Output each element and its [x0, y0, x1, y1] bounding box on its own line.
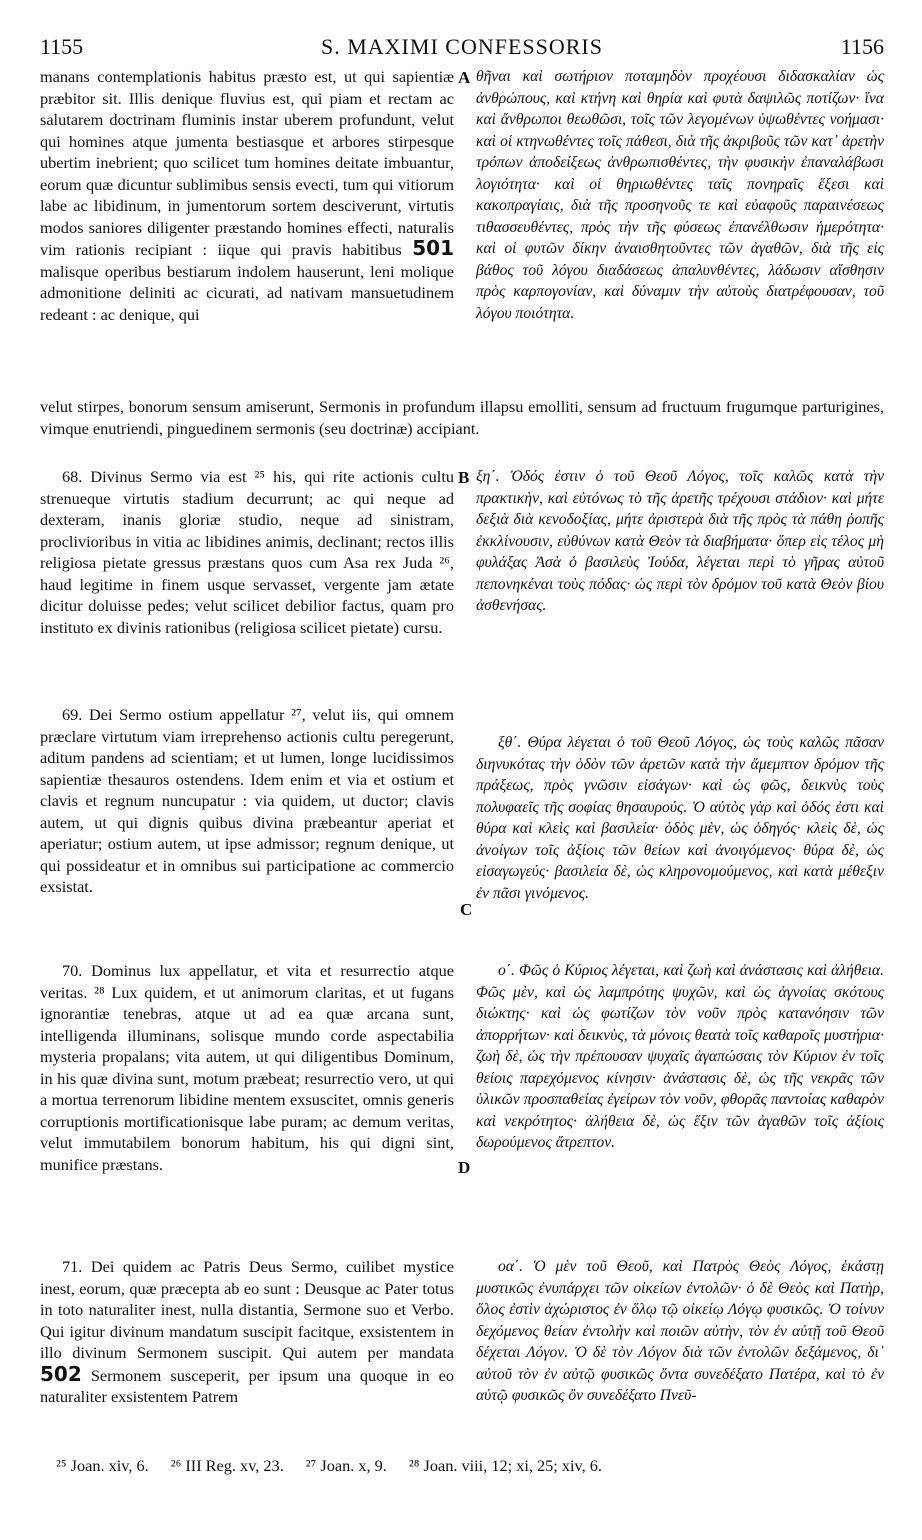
- margin-letter-b: B: [458, 468, 470, 487]
- greek-section-68: [476, 466, 884, 617]
- latin-text-69: 69. Dei Sermo ostium appellatur ²⁷, velut iis, qui omnem præclare virtutum viam irreprehenso actionis cultu peregerunt, aditum pandens ad scientiam; et ut lumen, longe lucidissimos sapientiæ thesauros ostendens. Idem enim et via et ostium et clavis et regnum nuncupatur : via quidem, ut ductor; clavis autem, ut qui dignis quibus divina præbeantur aperiat et aperiatur; ostium autem, ut ipse admissor; regnum denique, ut qui possideatur et in omnibus sui participatione ac commercio exsistat.: [40, 705, 454, 896]
- latin-text-71-cont: Sermonem susceperit, per ipsum una quoque in eo naturaliter exsistentem Patrem: [40, 1365, 454, 1406]
- latin-text-top-cont: malisque operibus bestiarum indolem hauserunt, leni molique admonitione deliniti ac cicurati, ad nativam mansuetudinem redeant : ac denique, qui: [40, 261, 454, 324]
- greek-text-top: θῆναι καὶ σωτήριον ποταμηδὸν προχέουσι διδασκαλίαν ὡς ἀνθρώπους, καὶ κτήνη καὶ θηρία καὶ φυτὰ δαψιλῶς ποτίζων· ἵνα καὶ ἄνθρωποι θεωθῶσι, τοῖς τῶν λεγομένων ὑψωθέντες νοήμασι· καὶ οἱ κτηνωθέντες τοῖς πάθεσι, διὰ τῆς ἀκριβοῦς τῶν κατ᾽ ἀρετὴν τρόπων ἀποδείξεως ἀνθρωπισθέντες, τὴν φυσικὴν ἐπαναλάβωσι λογιότητα· καὶ οἱ θηριωθέντες ταῖς πονηραῖς ἕξεσι καὶ κακοπραγίαις, διὰ τῆς προσηνοῦς τε καὶ εὐαφοῦς παραινέσεως τιθασσευθέντες, πρὸς τὴν τῆς φύσεως ἐπανέλθωσιν ἡμερότητα· καὶ οἱ φυτῶν δίκην ἀναισθητοῦντες τῶν ἀγαθῶν, διὰ τῆς εἰς βάθος τοῦ λόγου διαδάσεως ἀπαλυνθέντες, λάδωσιν αἴσθησιν πρὸς καρπογονίαν, καὶ δύναμιν τὴν αὐτοὺς διατρέφουσαν, τοῦ λόγου ποιότητα.: [476, 68, 884, 322]
- latin-text-70: 70. Dominus lux appellatur, et vita et resurrectio atque veritas. ²⁸ Lux quidem, et ut animorum claritas, et ut fugans ignorantiæ tenebras, atque ut ad ea quæ arcana sunt, intelligenda illuminans, solisque mundo corde aspectabilia mysteria propalans; vita autem, ut qui diligentibus Dominum, in his quæ divina sunt, motum præbeat; resurrectio vero, ut qui a mortua terrenorum libidine mentem exsuscitet, omnis generis corruptionis mortificationisque labe puram; ac demum veritas, velut immutabilem bonorum habitum, his qui digni sint, munifice præstans.: [40, 961, 454, 1174]
- page-number-right: 1156: [840, 34, 884, 59]
- column-number-501: 501: [412, 236, 454, 260]
- footnotes: [56, 1456, 862, 1476]
- greek-section-70: [476, 960, 884, 1154]
- greek-column-top: [476, 66, 884, 324]
- latin-text-71: 71. Dei quidem ac Patris Deus Sermo, cuilibet mystice inest, eorum, quæ præcepta ab eo sunt : Deusque ac Pater totus in toto naturaliter inest, nulla distantia, Sermone suo et Verbo. Qui igitur divinum mandatum suscipit facitque, exsistentem in illo divinum Sermonem suscipit. Qui autem per mandata: [40, 1257, 454, 1362]
- full-width-paragraph: [40, 396, 884, 439]
- greek-text-68: ξη΄. Ὁδός ἐστιν ὁ τοῦ Θεοῦ Λόγος, τοῖς καλῶς κατὰ τὴν πρακτικὴν, καὶ εὐτόνως τὸ τῆς ἀρετῆς τρέχουσι στάδιον· καὶ μήτε δεξιὰ διὰ κενοδοξίας, μήτε ἀριστερὰ διὰ τῆς πρὸς τὰ πάθη ῥοπῆς ἐκκλίνουσιν, εὐθύνων κατὰ Θεὸν τὰ διαβήματα· ὅπερ εἰς τέλος μὴ φυλάξας Ἀσὰ ὁ βασιλεὺς Ἰούδα, λέγεται περὶ τὸ γῆρας αὐτοῦ πεπονηκέναι τοὺς πόδας· ὡς περὶ τὸν δρόμον τοῦ κατὰ Θεὸν βίου ἀσθενήσας.: [476, 468, 884, 614]
- latin-section-68: [40, 466, 454, 638]
- footnote-28: ²⁸ Joan. viii, 12; xi, 25; xiv, 6.: [408, 1456, 602, 1475]
- latin-column-top: [40, 66, 454, 325]
- margin-letter-d: D: [458, 1158, 471, 1177]
- latin-section-71: [40, 1256, 454, 1408]
- latin-section-69: [40, 704, 454, 898]
- latin-text-68: 68. Divinus Sermo via est ²⁵ his, qui rite actionis cultu strenueque virtutis stadium decurrunt; ac qui neque ad dexteram, inanis gloriæ studio, neque ad sinistram, proclivioribus in vitia ac libidines animis, declinant; rectos illis religiosa pietate gressus præstans quos cum Asa rex Juda ²⁶, haud legitime in finem usque servasset, vergente jam ætate dicitur doluisse pedes; velut scilicet debilior factus, quam pro instituto ex divinis rationibus (religiosa scilicet pietate) cursu.: [40, 467, 454, 637]
- greek-section-71: [476, 1256, 884, 1407]
- greek-text-70: ο΄. Φῶς ὁ Κύριος λέγεται, καὶ ζωὴ καὶ ἀνάστασις καὶ ἀλήθεια. Φῶς μὲν, καὶ ὡς λαμπρότης ψυχῶν, καὶ ὡς ἀγνοίας σκότους διώκτης· καὶ ὡς φωτίζων τὸν νοῦν πρὸς κατανόησιν τῶν ἀπορρήτων· καὶ δεικνὺς, τὰ μόνοις θεατὰ τοῖς καθαροῖς μυστήρια· ζωὴ δὲ, ὡς τὴν πρέπουσαν ψυχαῖς ἀγαπώσαις τὸν Κύριον ἐν τοῖς θείοις παρεχόμενος κίνησιν· ἀνάστασις δὲ, ὡς τῆς νεκρᾶς τῶν ὑλικῶν προσπαθείας ἐγείρων τὸν νοῦν, φθορᾶς παντοίας καθαρὸν καὶ νεκρότητος· ἀλήθεια δὲ, ὡς ἕξιν τῶν ἀγαθῶν τοῖς ἀξίοις δωρούμενος ἄτρεπτον.: [476, 962, 884, 1151]
- footnote-25: ²⁵ Joan. xiv, 6.: [56, 1456, 149, 1475]
- footnote-26: ²⁶ III Reg. xv, 23.: [170, 1456, 284, 1475]
- greek-text-71: οα΄. Ὁ μὲν τοῦ Θεοῦ, καὶ Πατρὸς Θεὸς Λόγος, ἑκάστῃ μυστικῶς ἐνυπάρχει τῶν οἰκείων ἐντολῶν· ὁ δὲ Θεὸς καὶ Πατὴρ, ὅλος ἐστὶν ἀχώριστος ἐν ὅλῳ τῷ οἰκείῳ Λόγῳ φυσικῶς. Ὁ τοίνυν δεχόμενος θείαν ἐντολὴν καὶ ποιῶν αὐτὴν, τὸν ἐν αὐτῇ τοῦ Θεοῦ δέχεται Λόγον. Ὁ δὲ τὸν Λόγον διὰ τῶν ἐντολῶν δεξάμενος, δι᾽ αὐτοῦ τὸν ἐν αὐτῷ φυσικῶς ὄντα συνεδέξατο Πατέρα, καὶ τὸ ἐν αὐτῷ φυσικῶς ὂν συνεδέξατο Πνεῦ-: [476, 1258, 884, 1404]
- greek-text-69: ξθ΄. Θύρα λέγεται ὁ τοῦ Θεοῦ Λόγος, ὡς τοὺς καλῶς πᾶσαν διηνυκότας τὴν ὁδὸν τῶν ἀρετῶν κατὰ τὴν ἄμεμπτον δρόμον τῆς πράξεως, πρὸς γνῶσιν εἰσάγων· καὶ ὡς φῶς, δεικνὺς τοὺς πολυφαεῖς τῆς σοφίας θησαυρούς. Ὁ αὐτὸς γὰρ καὶ ὁδός ἐστι καὶ θύρα καὶ κλεὶς καὶ βασιλεία· ὁδὸς μὲν, ὡς ὁδηγός· κλεὶς δὲ, ὡς ἀνοίγων τοῖς ἀξίοις τῶν θείων καὶ ἀνοιγόμενος· θύρα δὲ, ὡς εἰσαγωγεύς· βασιλεία δὲ, ὡς κληρονομούμενος, καὶ κατὰ μέθεξιν ἐν πᾶσι γινόμενος.: [476, 734, 884, 902]
- footnote-27: ²⁷ Joan. x, 9.: [305, 1456, 387, 1475]
- column-number-502: 502: [40, 1361, 82, 1386]
- greek-section-69: [476, 732, 884, 904]
- full-width-text: velut stirpes, bonorum sensum amiserunt, Sermonis in profundum illapsu emolliti, sensum ad fructuum frugumque parturigines, vimque enutriendi, pinguedinem sermonis (seu doctrinæ) accipiant.: [40, 397, 884, 438]
- running-title: S. MAXIMI CONFESSORIS: [320, 34, 603, 59]
- running-header: [40, 34, 884, 62]
- margin-letter-a: A: [458, 68, 471, 87]
- latin-section-70: [40, 960, 454, 1175]
- margin-letter-c: C: [460, 900, 473, 919]
- latin-text-top: manans contemplationis habitus præsto est, ut qui sapientiæ præbitor sit. Illis denique fluvius est, qui piam et rectam ac salutarem doctrinam fluminis instar uberem profundunt, velut qui homines atque jumenta bestiasque et arbores stirpesque ubertim inebrient; quo scilicet tum homines deitate imbuantur, eorum quæ dicuntur sublimibus sensis evecti, tum qui vitiorum labe ac libidinum, in jumentorum sortem desciverunt, virtutis modos saniores diligenter præstando homines effecti, naturalis vim rationis recipiant : iique qui pravis habitibus: [40, 67, 454, 259]
- page-number-left: 1155: [40, 34, 84, 59]
